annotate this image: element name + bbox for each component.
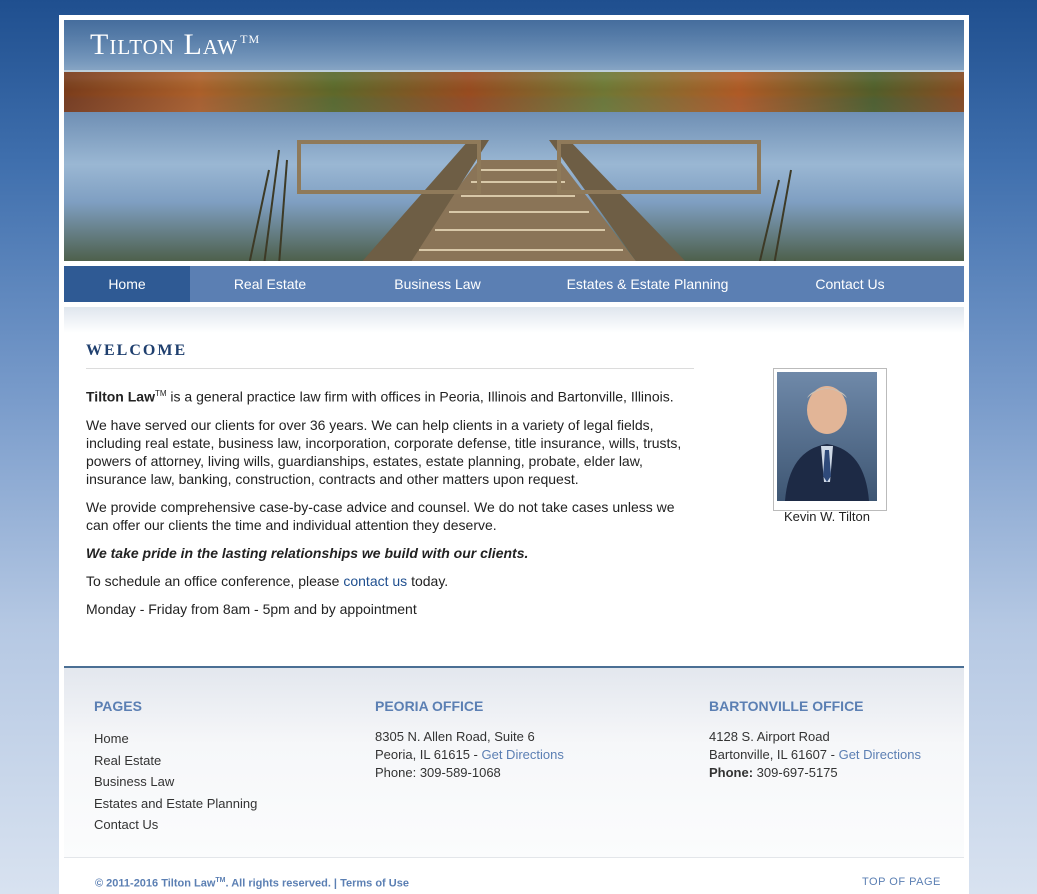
copyright-text: © 2011-2016 Tilton Law <box>95 877 216 890</box>
peoria-street: 8305 N. Allen Road, Suite 6 <box>375 729 535 744</box>
footer-pages-heading: PAGES <box>94 698 142 714</box>
footer-link-estates[interactable]: Estates and Estate Planning <box>94 795 258 811</box>
footer-link-real-estate[interactable]: Real Estate <box>94 752 162 768</box>
profile-photo-frame <box>773 368 887 511</box>
hours-paragraph: Monday - Friday from 8am - 5pm and by appointment <box>86 600 417 617</box>
bartonville-phone-line <box>709 764 921 782</box>
footer-divider <box>64 857 964 858</box>
logo-trademark: TM <box>240 32 261 46</box>
pride-paragraph <box>86 544 694 562</box>
footer-link-home[interactable]: Home <box>94 731 129 746</box>
banner-dock-image <box>239 130 799 261</box>
bartonville-phone-label: Phone: <box>709 765 754 780</box>
profile-caption: Kevin W. Tilton <box>784 509 870 524</box>
nav-real-estate[interactable]: Real Estate <box>233 276 307 292</box>
intro-text: is a general practice law firm with offices in Peoria, Illinois and Bartonville, Illinois. <box>166 388 674 405</box>
contact-us-link[interactable]: contact us <box>343 572 408 589</box>
schedule-paragraph <box>86 572 694 590</box>
footer-link-contact-us[interactable]: Contact Us <box>94 817 159 832</box>
page-container <box>59 15 969 894</box>
firm-trademark: TM <box>154 389 167 398</box>
firm-name: Tilton Law <box>86 388 155 405</box>
intro-paragraph <box>86 385 694 406</box>
bartonville-directions-link[interactable]: Get Directions <box>838 747 921 762</box>
pride-text: We take pride in the lasting relationships we build with our clients. <box>86 544 529 561</box>
bartonville-phone: 309-697-5175 <box>753 765 838 780</box>
copyright-rights: . All rights reserved. | <box>225 877 341 890</box>
footer-bartonville-office <box>709 698 921 782</box>
person-portrait-icon <box>777 372 877 501</box>
main-content <box>86 342 694 618</box>
page-title: WELCOME <box>86 342 694 369</box>
terms-of-use-link[interactable]: Terms of Use <box>340 877 409 890</box>
site-footer <box>64 666 964 858</box>
logo-text: Tilton Law <box>90 28 239 61</box>
peoria-heading: PEORIA OFFICE <box>375 698 484 714</box>
footer-pages <box>94 698 257 836</box>
nav-estates[interactable]: Estates & Estate Planning <box>566 276 729 292</box>
bartonville-street: 4128 S. Airport Road <box>709 729 830 744</box>
schedule-text-before: To schedule an office conference, please <box>86 572 344 589</box>
site-logo[interactable] <box>90 28 260 62</box>
nav-contact-us[interactable]: Contact Us <box>815 276 885 292</box>
header-banner <box>64 20 964 261</box>
peoria-phone-line <box>375 764 564 782</box>
footer-peoria-office <box>375 698 564 782</box>
main-nav <box>64 266 964 302</box>
copyright <box>95 877 409 890</box>
profile-photo <box>777 372 877 501</box>
services-paragraph: We have served our clients for over 36 years. We can help clients in a variety of legal fields, including real estate, business law, incorporation, corporate defense, title insurance, wills, trusts, powers of attorney, living wills, guardianships, estates, estate planning, probate, elder law, insurance law, banking, construction, contracts and other matters upon request. <box>86 416 682 487</box>
bartonville-city: Bartonville, IL 61607 - <box>709 747 839 762</box>
footer-link-business-law[interactable]: Business Law <box>94 774 175 789</box>
peoria-city-line <box>375 746 564 764</box>
peoria-phone: 309-589-1068 <box>416 765 501 780</box>
bartonville-heading: BARTONVILLE OFFICE <box>709 698 864 714</box>
top-of-page-link[interactable]: TOP OF PAGE <box>862 876 941 888</box>
nav-home[interactable]: Home <box>64 266 190 302</box>
peoria-directions-link[interactable]: Get Directions <box>481 747 564 762</box>
peoria-city: Peoria, IL 61615 - <box>375 747 482 762</box>
nav-business-law[interactable]: Business Law <box>394 276 481 292</box>
bartonville-city-line <box>709 746 921 764</box>
nav-shadow <box>64 307 964 333</box>
copyright-trademark: TM <box>215 877 226 884</box>
peoria-phone-label: Phone: <box>375 765 417 780</box>
banner-treeline <box>64 72 964 112</box>
advice-paragraph: We provide comprehensive case-by-case advice and counsel. We do not take cases unless we can offer our clients the time and individual attention they deserve. <box>86 498 675 533</box>
schedule-text-after: today. <box>407 572 449 589</box>
